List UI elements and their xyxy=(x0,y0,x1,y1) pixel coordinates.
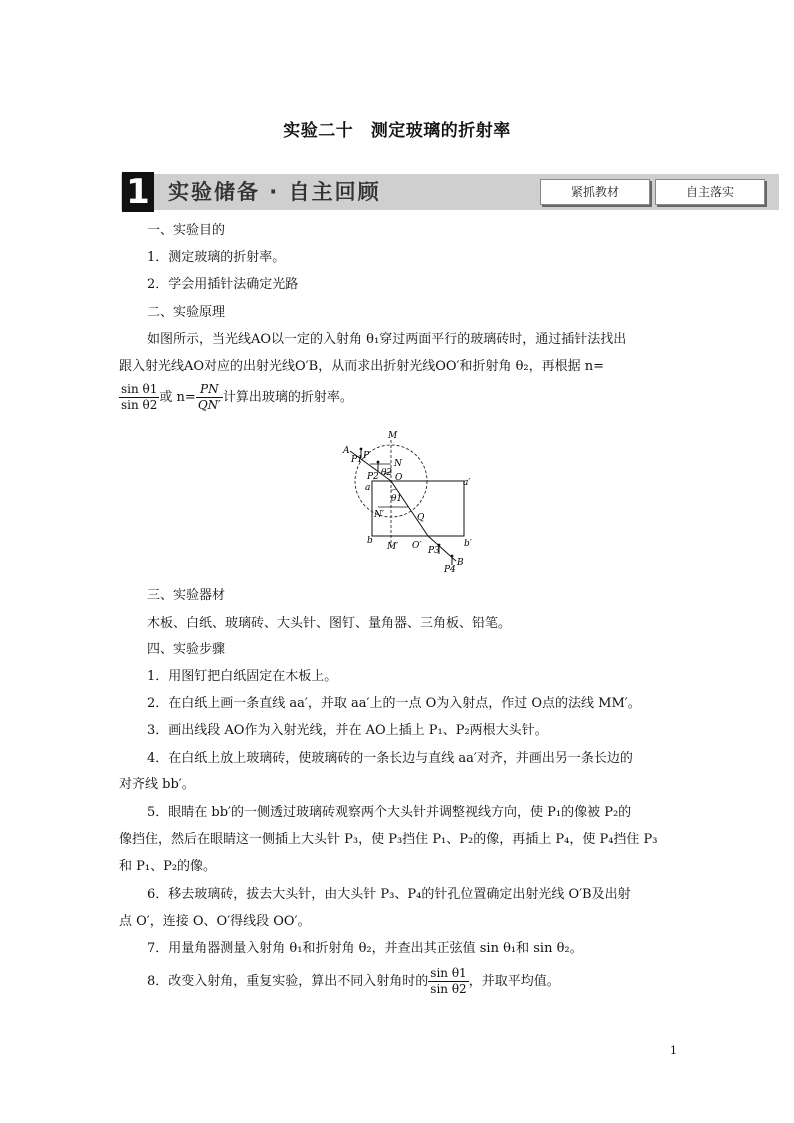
purpose-item-2: 2．学会用插针法确定光路 xyxy=(147,277,299,292)
label-N-prime: N′ xyxy=(374,510,384,520)
refraction-diagram xyxy=(336,428,476,578)
label-a: a xyxy=(365,483,371,493)
label-b: b xyxy=(367,536,373,546)
label-P1: P1 xyxy=(351,455,363,465)
principle-line-2: 跟入射光线AO对应的出射光线O′B，从而求出折射光线OO′和折射角 θ₂，再根据 n= xyxy=(119,359,605,374)
section-banner-title: 实验储备 · 自主回顾 xyxy=(168,180,381,204)
step-4-line-1: 4．在白纸上放上玻璃砖，使玻璃砖的一条长边与直线 aa′对齐，并画出另一条长边的 xyxy=(147,751,633,766)
angle-theta2-arc xyxy=(391,489,396,490)
pin-p4-head xyxy=(451,555,454,558)
principle-line-3: $\frac{\text{sin θ1}}{\text{sin θ2}}$ 或 n= $\frac{PN}{QN'}$ 计算出玻璃的折射率。 xyxy=(121,382,353,412)
step-1: 1．用图钉把白纸固定在木板上。 xyxy=(147,669,338,684)
refracted-ray xyxy=(391,481,428,536)
pin-p1-head xyxy=(360,448,363,451)
heading-purpose: 一、实验目的 xyxy=(147,223,226,238)
heading-steps: 四、实验步骤 xyxy=(147,642,226,657)
step-6-line-1: 6．移去玻璃砖，拔去大头针，由大头针 P₃、P₄的针孔位置确定出射光线 O′B及出射 xyxy=(147,887,631,902)
label-A: A xyxy=(343,446,350,456)
formula-length-ratio: $\frac{PN}{QN'}$ xyxy=(197,382,221,412)
purpose-item-1: 1．测定玻璃的折射率。 xyxy=(147,250,286,265)
textbook-button[interactable]: 紧抓教材 xyxy=(540,179,650,205)
label-O-prime: O′ xyxy=(412,541,422,551)
step-5-line-2: 像挡住，然后在眼睛这一侧插上大头针 P₃，使 P₃挡住 P₁、P₂的像，再插上 P₄，使 P₄挡住 P₃ xyxy=(119,832,658,847)
step-5-line-1: 5．眼睛在 bb′的一侧透过玻璃砖观察两个大头针并调整视线方向，使 P₁的像被 P₂的 xyxy=(147,805,632,820)
heading-equipment: 三、实验器材 xyxy=(147,588,226,603)
label-M-prime: M′ xyxy=(387,542,399,552)
section-number-badge: 1 xyxy=(122,172,154,212)
label-N: N xyxy=(394,459,402,469)
label-P3: P3 xyxy=(428,546,440,556)
glass-block xyxy=(372,481,464,536)
equipment-list: 木板、白纸、玻璃砖、大头针、图钉、量角器、三角板、铅笔。 xyxy=(147,616,512,631)
label-M: M xyxy=(388,431,398,441)
heading-principle: 二、实验原理 xyxy=(147,305,226,320)
step-7: 7．用量角器测量入射角 θ₁和折射角 θ₂，并查出其正弦值 sin θ₁和 sin θ₂。 xyxy=(147,941,583,956)
step-3: 3．画出线段 AO作为入射光线，并在 AO上插上 P₁、P₂两根大头针。 xyxy=(147,723,548,738)
label-B: B xyxy=(457,558,464,568)
label-P4: P4 xyxy=(444,565,456,575)
self-practice-button[interactable]: 自主落实 xyxy=(655,179,765,205)
label-O: O xyxy=(395,473,403,483)
step-8: 8．改变入射角，重复实验，算出不同入射角时的 $\frac{\text{sin θ1}}{\text{sin θ2}}$ ，并取平均值。 xyxy=(147,966,560,996)
principle-line-1: 如图所示，当光线AO以一定的入射角 θ₁穿过两面平行的玻璃砖时，通过插针法找出 xyxy=(147,332,627,347)
label-a-prime: a′ xyxy=(463,478,471,488)
step-5-line-3: 和 P₁、P₂的像。 xyxy=(119,859,217,874)
label-P2: P2 xyxy=(367,472,379,482)
label-P: P xyxy=(363,451,370,461)
label-theta1: θ1 xyxy=(391,494,403,504)
page-title: 实验二十 测定玻璃的折射率 xyxy=(283,121,511,141)
formula-sin-ratio: $\frac{\text{sin θ1}}{\text{sin θ2}}$ xyxy=(121,382,158,412)
formula-average-ratio: $\frac{\text{sin θ1}}{\text{sin θ2}}$ xyxy=(430,966,467,996)
step-4-line-2: 对齐线 bb′。 xyxy=(119,777,195,792)
step-6-line-2: 点 O′，连接 O、O′得线段 OO′。 xyxy=(119,914,311,929)
label-theta2: θ2 xyxy=(381,468,393,478)
label-b-prime: b′ xyxy=(464,539,472,549)
label-Q: Q xyxy=(417,513,425,523)
pin-p2-head xyxy=(377,461,380,464)
page-number: 1 xyxy=(670,1044,677,1057)
step-2: 2．在白纸上画一条直线 aa′，并取 aa′上的一点 O为入射点，作过 O点的法线 MM′。 xyxy=(147,696,641,711)
